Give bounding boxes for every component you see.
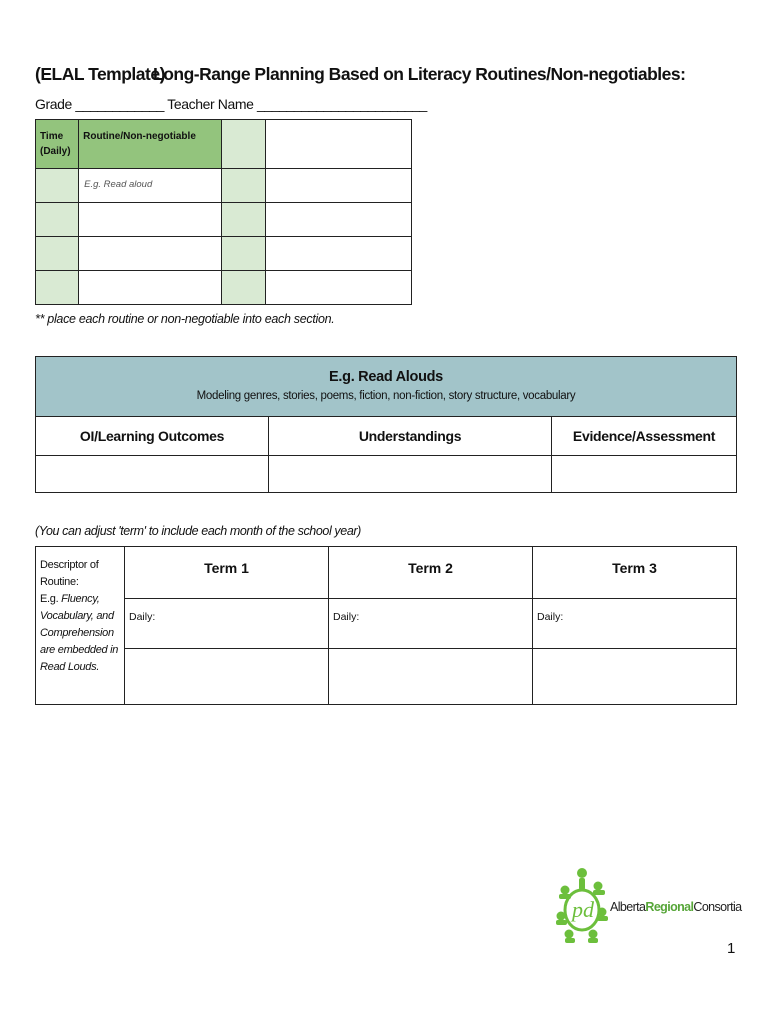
table-cell[interactable] [36, 271, 79, 305]
routine-header: Routine/Non-negotiable [83, 131, 196, 142]
table-row [36, 271, 412, 305]
routine-table [35, 119, 412, 305]
routine-header-cell [79, 120, 222, 169]
term-3-daily[interactable]: Daily: [533, 599, 737, 649]
table-row [36, 169, 412, 203]
table-cell[interactable] [222, 169, 265, 203]
descriptor-example-text: Fluency, Vocabulary, and Comprehension are embedded in Read Louds. [40, 593, 119, 673]
logo-wordmark [610, 900, 742, 914]
example-routine: E.g. Read aloud [84, 179, 153, 190]
table-row [36, 237, 412, 271]
routine-note: ** place each routine or non-negotiable into each section. [35, 312, 335, 326]
table-cell[interactable] [552, 456, 737, 493]
term-1-daily[interactable]: Daily: [125, 599, 329, 649]
descriptor-label: Descriptor of Routine: [40, 559, 99, 588]
table-row [36, 456, 737, 493]
time-header: Time (Daily) [40, 131, 71, 157]
table-cell[interactable] [265, 271, 411, 305]
table-cell[interactable] [265, 169, 411, 203]
descriptor-eg: E.g. [40, 593, 59, 605]
routine-table-header-row [36, 120, 412, 169]
table-cell[interactable] [533, 649, 737, 705]
read-alouds-title: E.g. Read Alouds [329, 369, 443, 385]
term-2-header: Term 2 [329, 547, 533, 599]
table-cell[interactable] [36, 456, 269, 493]
table-cell[interactable] [125, 649, 329, 705]
column-header-understandings: Understandings [269, 417, 552, 456]
table-cell[interactable] [269, 456, 552, 493]
term-header-row [36, 547, 737, 599]
logo-text-1: Alberta [610, 900, 646, 914]
template-label: (ELAL Template) [35, 64, 165, 84]
table-cell[interactable] [222, 237, 265, 271]
logo-text-2: Regional [645, 900, 694, 914]
table-cell[interactable] [265, 203, 411, 237]
title-row [35, 64, 755, 90]
column-header-outcomes: OI/Learning Outcomes [36, 417, 269, 456]
term-3-header: Term 3 [533, 547, 737, 599]
page-title: Long-Range Planning Based on Literacy Routines/Non-negotiables: [153, 64, 686, 84]
column-header-evidence: Evidence/Assessment [552, 417, 737, 456]
term-1-header: Term 1 [125, 547, 329, 599]
daily-row [36, 599, 737, 649]
table-cell[interactable] [265, 237, 411, 271]
table-cell[interactable] [265, 120, 411, 169]
time-header-cell [36, 120, 79, 169]
table-row [36, 203, 412, 237]
svg-text:pd: pd [572, 897, 594, 922]
table-cell[interactable] [79, 237, 222, 271]
table-cell[interactable] [222, 120, 265, 169]
table-row [36, 649, 737, 705]
table-cell[interactable] [222, 203, 265, 237]
term-note: (You can adjust 'term' to include each month of the school year) [35, 524, 361, 538]
table-cell[interactable] [79, 169, 222, 203]
descriptor-cell [36, 547, 125, 705]
page-number: 1 [727, 940, 736, 957]
term-table [35, 546, 737, 705]
table-cell[interactable] [79, 203, 222, 237]
grade-teacher-line: Grade ____________ Teacher Name _______________________ [35, 96, 427, 112]
read-alouds-banner-row [36, 357, 737, 417]
read-alouds-banner [36, 357, 737, 417]
read-alouds-subtitle: Modeling genres, stories, poems, fiction, non-fiction, story structure, vocabulary [196, 390, 576, 402]
logo-text-3: Consortia [693, 900, 742, 914]
table-cell[interactable] [222, 271, 265, 305]
descriptor-example [40, 591, 124, 676]
table-cell[interactable] [36, 169, 79, 203]
table-cell[interactable] [79, 271, 222, 305]
read-alouds-header-row [36, 417, 737, 456]
term-2-daily[interactable]: Daily: [329, 599, 533, 649]
table-cell[interactable] [36, 237, 79, 271]
read-alouds-table [35, 356, 737, 493]
table-cell[interactable] [329, 649, 533, 705]
table-cell[interactable] [36, 203, 79, 237]
